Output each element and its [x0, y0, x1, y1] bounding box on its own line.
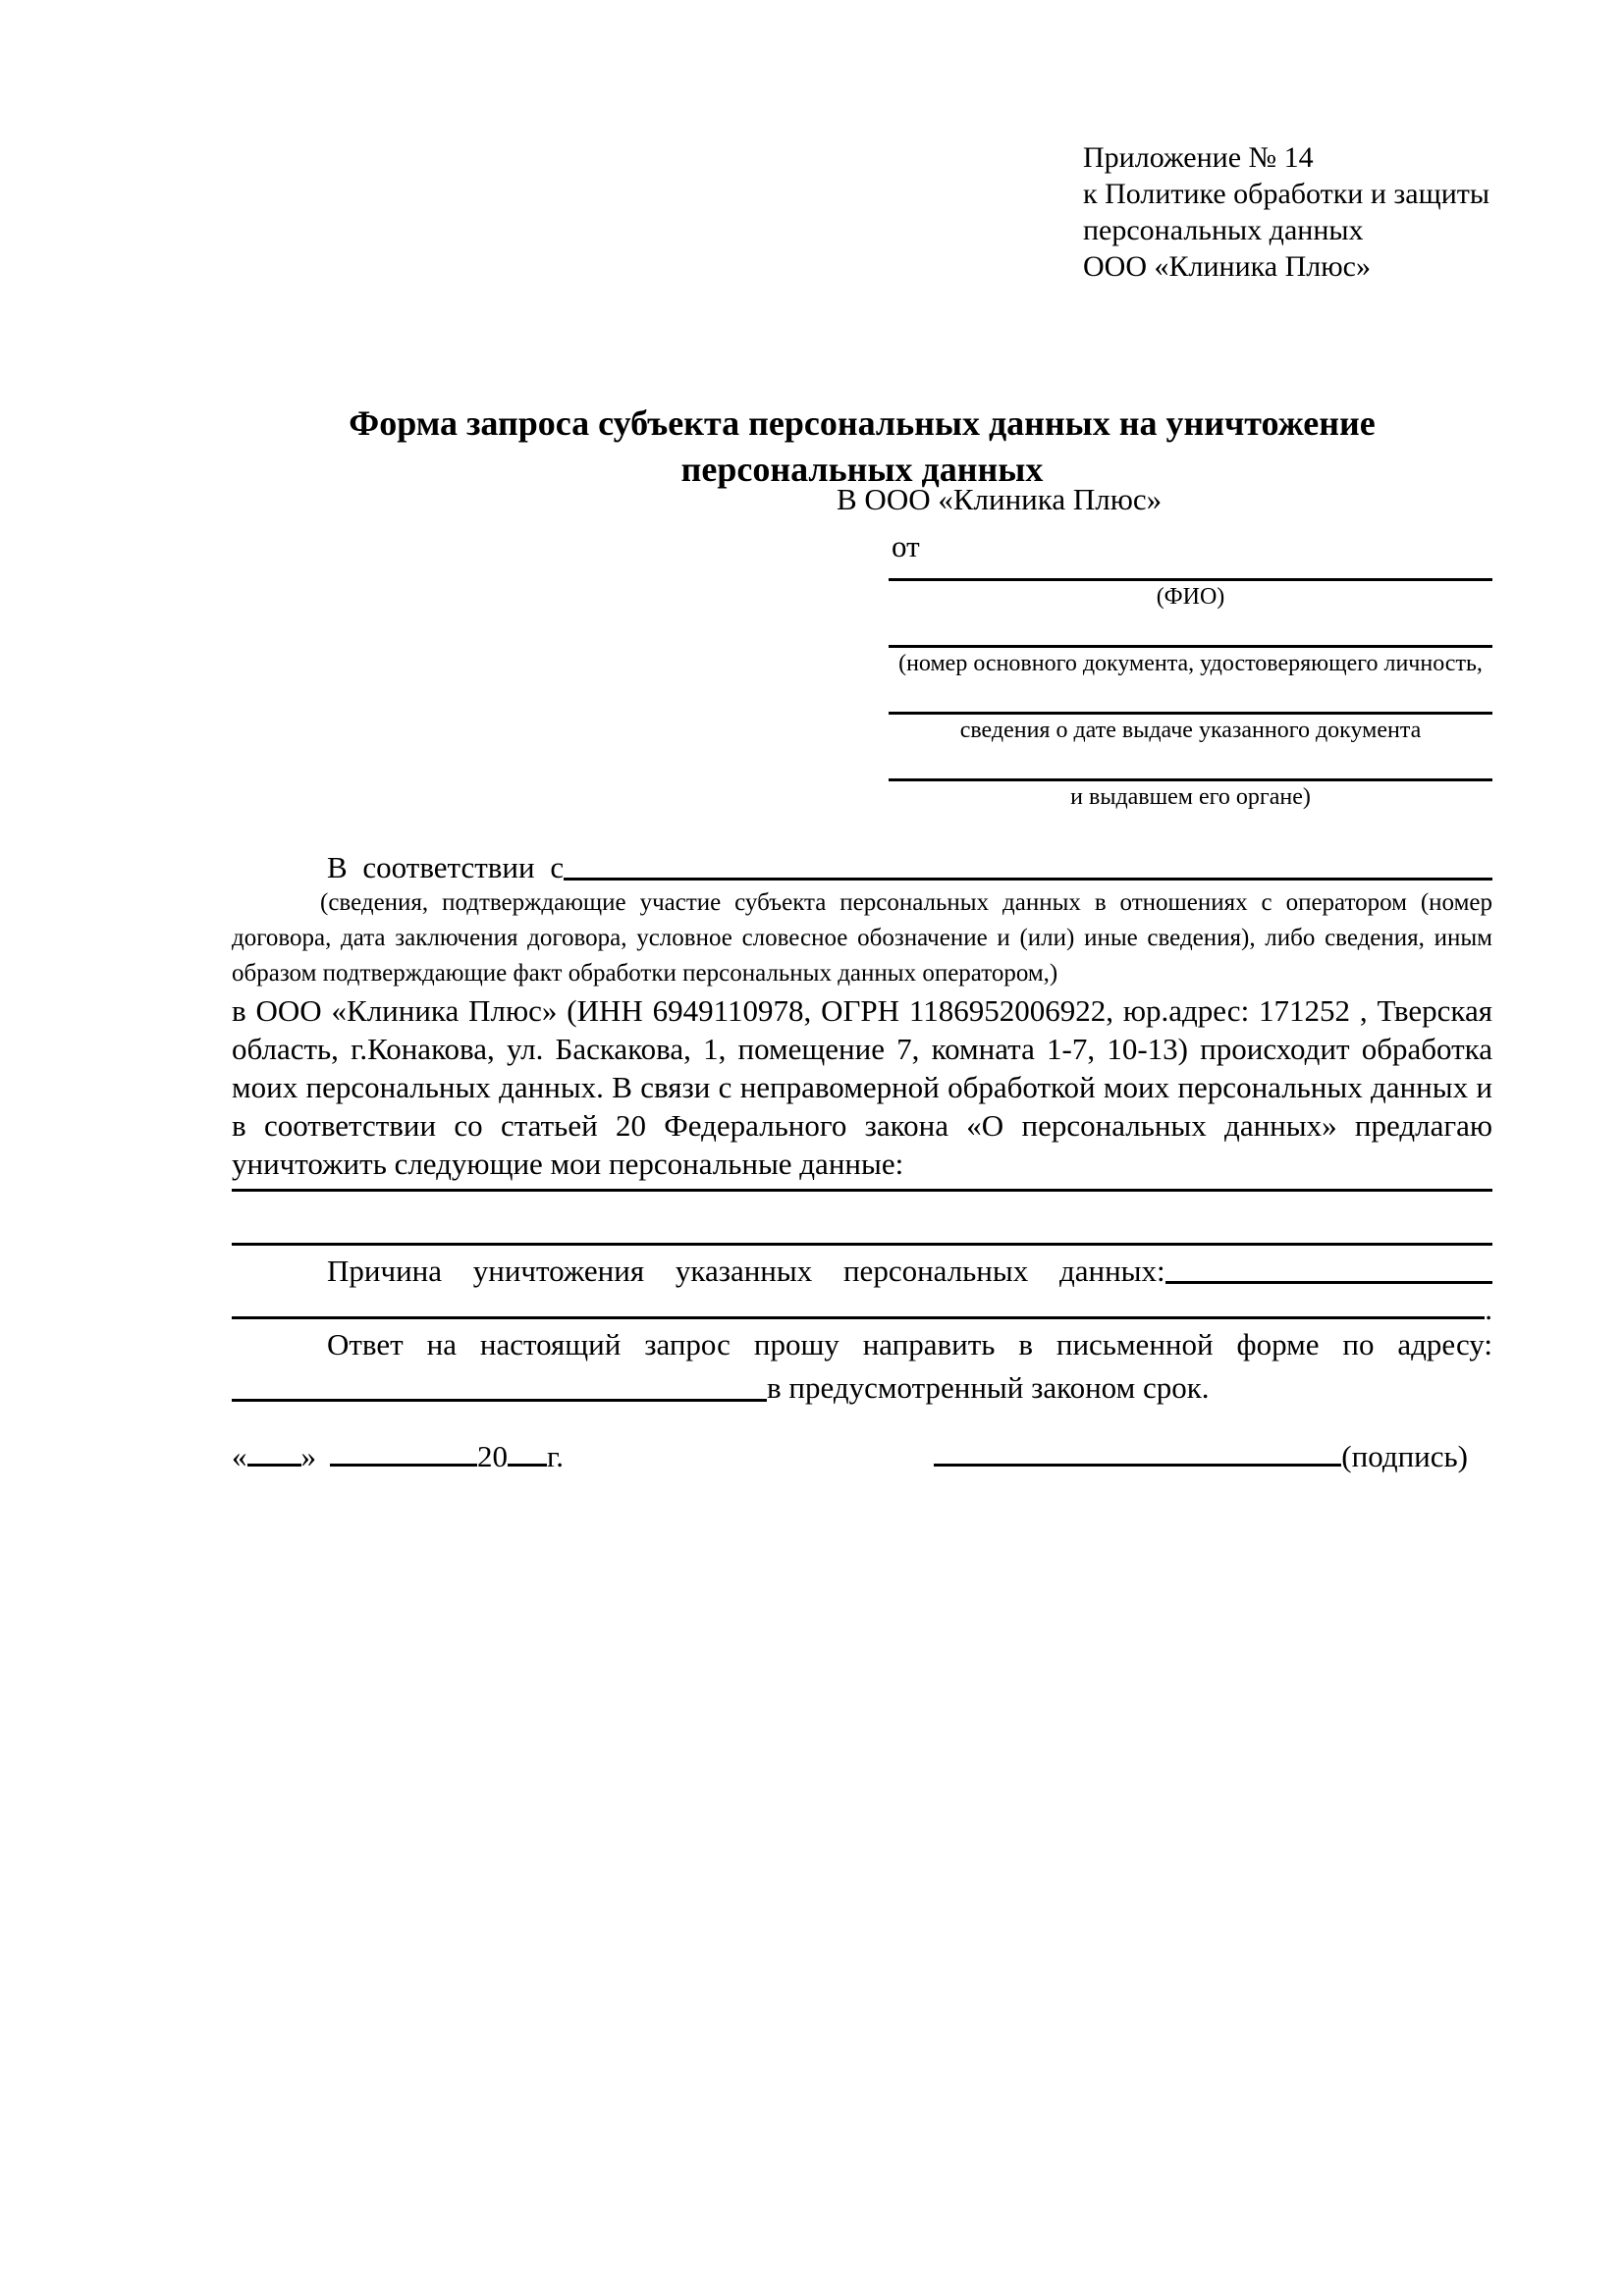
date-open-quote: « [232, 1439, 247, 1473]
day-blank-line [247, 1437, 301, 1467]
accordance-row [232, 842, 1492, 885]
fio-caption: (ФИО) [1156, 584, 1225, 610]
issuing-authority-field [889, 748, 1492, 815]
period-mark: . [1485, 1292, 1492, 1326]
signature-caption: (подпись) [1341, 1439, 1468, 1473]
document-title [232, 400, 1492, 493]
issue-date-field [889, 681, 1492, 748]
identity-document-field [889, 614, 1492, 681]
reason-blank-line [1165, 1274, 1492, 1284]
fio-blank-line [889, 548, 1492, 581]
title-line-2: персональных данных [680, 450, 1044, 489]
appendix-line-3: персональных данных [1083, 214, 1364, 246]
reason-row [232, 1252, 1492, 1289]
address-blank-line [232, 1392, 767, 1402]
addressee-organization: В ООО «Клиника Плюс» [837, 482, 1163, 516]
reason-continuation-row [232, 1289, 1492, 1324]
date-century: 20 [477, 1439, 508, 1473]
reason-label: Причина уничтожения указанных персональных данных: [327, 1254, 1165, 1288]
personal-data-blank-line-2 [232, 1243, 1492, 1246]
body-paragraph: в ООО «Клиника Плюс» (ИНН 6949110978, ОГРН 1186952006922, юр.адрес: 171252 , Тверская область, г.Конакова, ул. Баскакова, 1, помещение 7, комната 1-7, 10-13) происходит обработка моих персональных данных. В связи с неправомерной обработкой моих персональных данных и в соответствии со статьей 20 Федерального закона «О персональных данных» предлагаю уничтожить следующие мои персональные данные: [232, 993, 1492, 1181]
answer-paragraph: Ответ на настоящий запрос прошу направить в письменной форме по адресу: [327, 1327, 1492, 1362]
identity-document-blank-line [889, 614, 1492, 648]
reason-blank-line-2 [232, 1309, 1485, 1319]
appendix-block [1083, 139, 1489, 285]
main-text-column [232, 842, 1492, 1475]
applicant-fields [889, 548, 1492, 815]
title-line-1: Форма запроса субъекта персональных данных на уничтожение [349, 403, 1376, 443]
issuing-authority-caption: и выдавшем его органе) [1070, 784, 1311, 810]
personal-data-blank-line-1 [232, 1189, 1492, 1192]
issue-date-caption: сведения о дате выдаче указанного документа [959, 718, 1422, 743]
term-text: в предусмотренный законом срок. [767, 1370, 1210, 1405]
date-year-suffix: г. [547, 1439, 564, 1473]
date-field [232, 1437, 564, 1475]
accordance-blank-line [564, 871, 1492, 881]
issue-date-blank-line [889, 681, 1492, 715]
fio-field [889, 548, 1492, 614]
appendix-line-2: к Политике обработки и защиты [1083, 178, 1490, 210]
term-row [232, 1365, 1492, 1407]
identity-document-caption: (номер основного документа, удостоверяющего личность, [898, 651, 1483, 676]
signature-field [934, 1437, 1468, 1475]
year-blank-line [508, 1437, 547, 1467]
appendix-line-4: ООО «Клиника Плюс» [1083, 250, 1371, 283]
accordance-lead: В соответствии с [327, 850, 565, 884]
date-signature-row [232, 1434, 1492, 1475]
signature-blank-line [934, 1437, 1341, 1467]
from-label: от [892, 529, 920, 563]
appendix-line-1: Приложение № 14 [1083, 141, 1314, 174]
date-close-quote: » [300, 1439, 316, 1473]
accordance-note: (сведения, подтверждающие участие субъекта персональных данных в отношениях с оператором (номер договора, дата заключения договора, условное словесное обозначение и (или) иные сведения), либо сведения, иным образом подтверждающие факт обработки персональных данных оператором,) [232, 889, 1492, 987]
issuing-authority-blank-line [889, 748, 1492, 781]
month-blank-line [330, 1437, 477, 1467]
